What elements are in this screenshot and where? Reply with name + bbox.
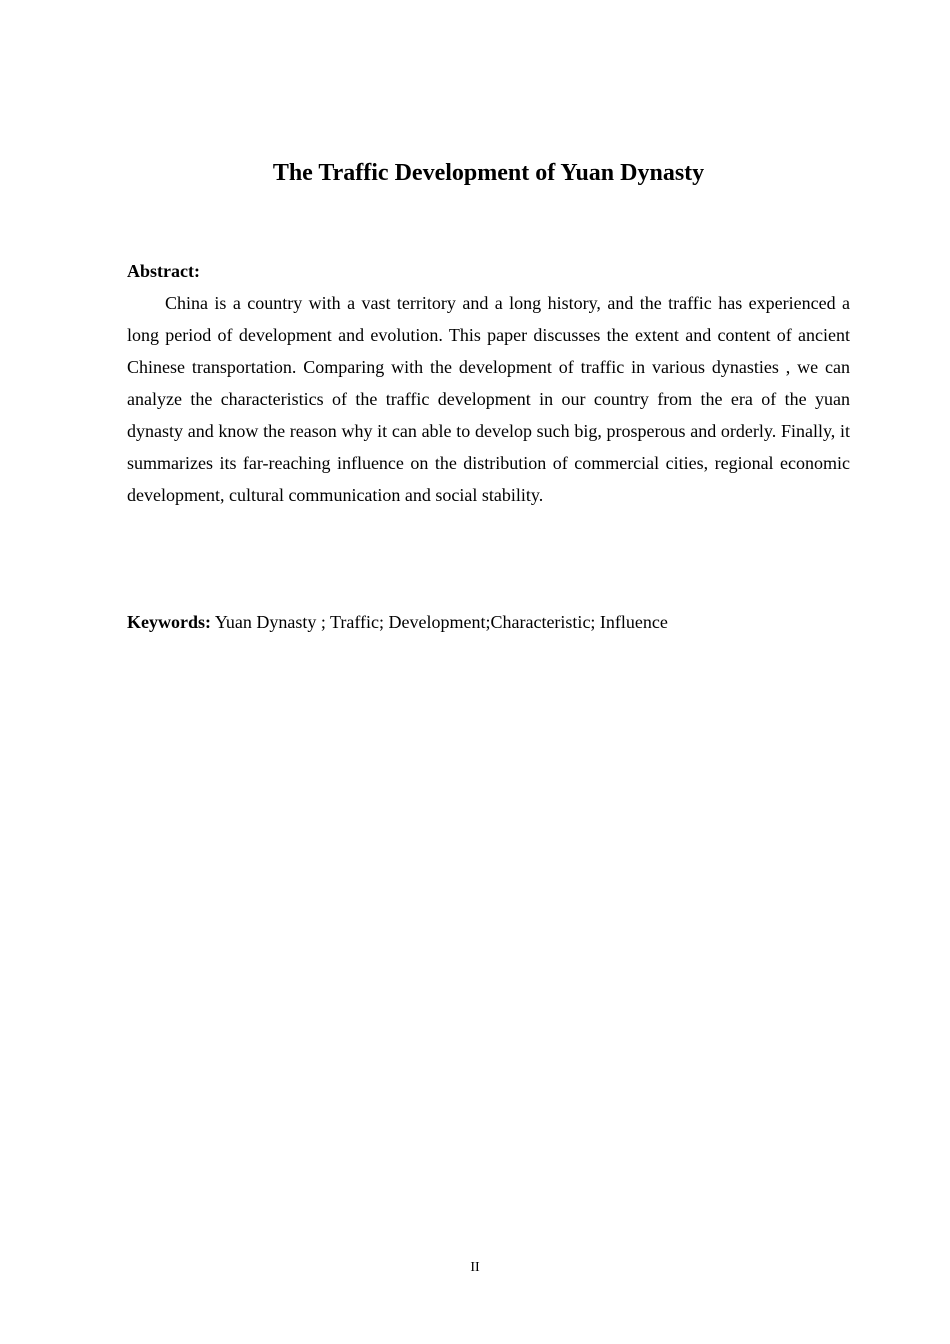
document-title: The Traffic Development of Yuan Dynasty bbox=[272, 160, 705, 186]
keywords-text: Yuan Dynasty ; Traffic; Development;Characteristic; Influence bbox=[214, 612, 668, 632]
page-number: II bbox=[470, 1260, 480, 1275]
keywords-label: Keywords: bbox=[127, 612, 211, 632]
keywords-line bbox=[127, 608, 850, 636]
abstract-heading: Abstract: bbox=[127, 261, 200, 281]
abstract-body: China is a country with a vast territory and a long history, and the traffic has experienced a long period of development and evolution. This paper discusses the extent and content of ancient Chinese transportation. Comparing with the development of traffic in various dynasties , we can analyze the characteristics of the traffic development in our country from the era of the yuan dynasty and know the reason why it can able to develop such big, prosperous and orderly. Finally, it summarizes its far-reaching influence on the distribution of commercial cities, regional economic development, cultural communication and social stability. bbox=[127, 293, 850, 505]
